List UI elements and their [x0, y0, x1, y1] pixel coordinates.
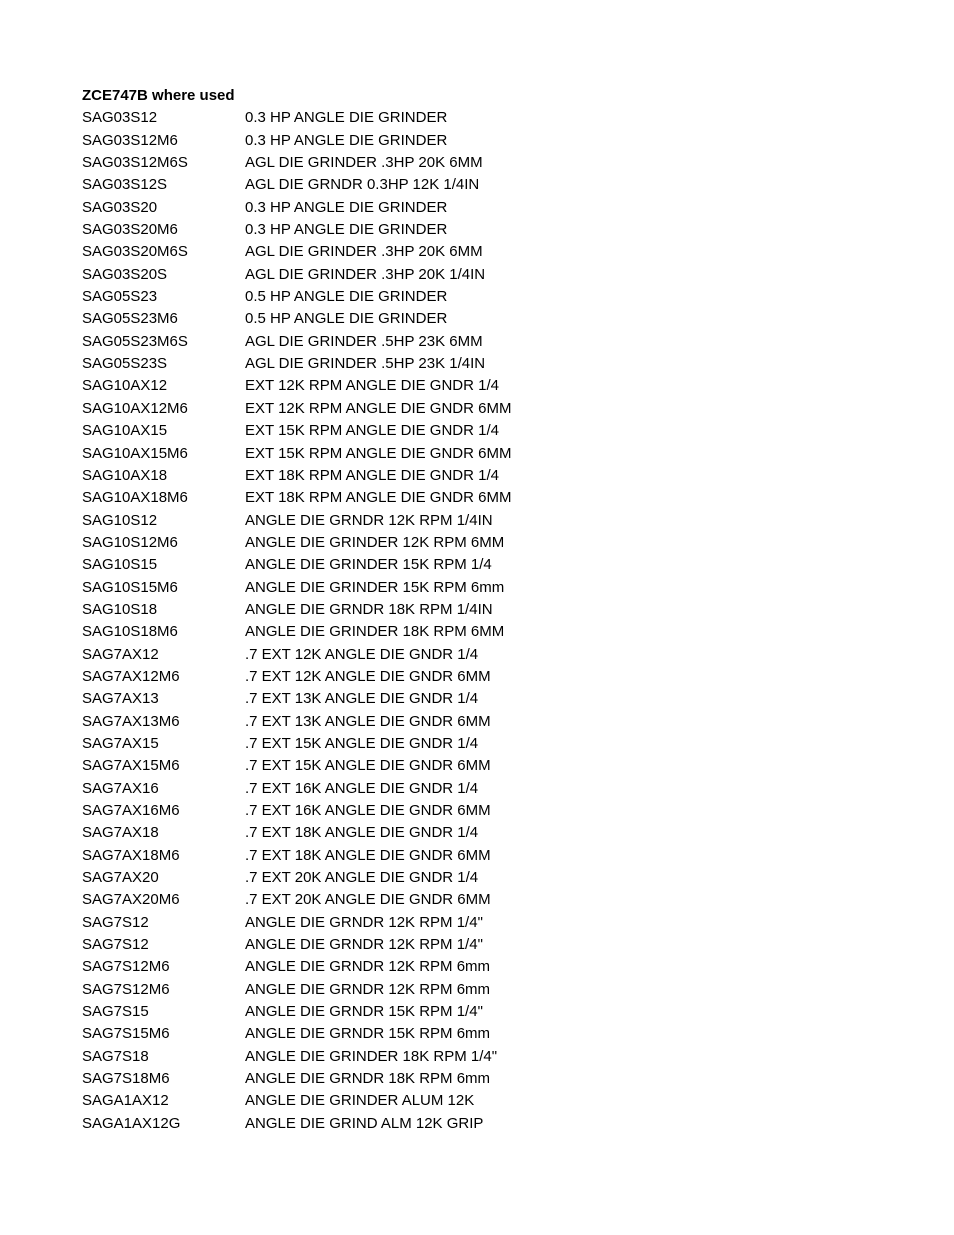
part-number-cell: SAG03S12 — [82, 109, 158, 127]
part-number-cell: SAG7S18M6 — [82, 1070, 170, 1088]
part-number-cell: SAG10AX18 — [82, 466, 168, 484]
description-cell: 0.5 HP ANGLE DIE GRINDER — [245, 288, 448, 306]
description-cell: ANGLE DIE GRNDR 12K RPM 6mm — [245, 958, 491, 976]
part-number-cell: SAGA1AX12 — [82, 1092, 169, 1110]
table-row — [82, 130, 842, 152]
description-cell: .7 EXT 18K ANGLE DIE GNDR 1/4 — [245, 824, 479, 842]
table-row — [82, 934, 842, 956]
part-number-cell: SAG7AX12M6 — [82, 667, 180, 685]
description-cell: EXT 18K RPM ANGLE DIE GNDR 6MM — [245, 489, 512, 507]
table-row — [82, 979, 842, 1001]
part-number-cell: SAG10AX15M6 — [82, 444, 188, 462]
part-number-cell: SAGA1AX12G — [82, 1114, 181, 1132]
sheet-heading: ZCE747B where used — [82, 87, 235, 104]
description-cell: AGL DIE GRINDER .5HP 23K 1/4IN — [245, 355, 486, 373]
part-number-cell: SAG10S15M6 — [82, 578, 178, 596]
description-cell: 0.3 HP ANGLE DIE GRINDER — [245, 131, 448, 149]
table-row — [82, 554, 842, 576]
part-number-cell: SAG7AX13 — [82, 690, 159, 708]
table-row — [82, 286, 842, 308]
part-number-cell: SAG10AX12 — [82, 377, 168, 395]
description-cell: ANGLE DIE GRNDR 15K RPM 6mm — [245, 1025, 491, 1043]
table-row — [82, 1023, 842, 1045]
description-cell: ANGLE DIE GRNDR 18K RPM 1/4IN — [245, 600, 493, 618]
part-number-cell: SAG7S15 — [82, 1003, 149, 1021]
table-row — [82, 688, 842, 710]
description-cell: ANGLE DIE GRNDR 18K RPM 6mm — [245, 1070, 491, 1088]
description-cell: EXT 18K RPM ANGLE DIE GNDR 1/4 — [245, 466, 499, 484]
part-number-cell: SAG7AX15M6 — [82, 757, 180, 775]
table-row — [82, 308, 842, 330]
part-number-cell: SAG05S23M6 — [82, 310, 178, 328]
table-row — [82, 420, 842, 442]
table-row — [82, 443, 842, 465]
description-cell: ANGLE DIE GRINDER 15K RPM 6mm — [245, 578, 505, 596]
part-number-cell: SAG7AX12 — [82, 645, 159, 663]
description-cell: .7 EXT 20K ANGLE DIE GNDR 6MM — [245, 891, 491, 909]
description-cell: .7 EXT 15K ANGLE DIE GNDR 6MM — [245, 757, 491, 775]
part-number-cell: SAG10AX12M6 — [82, 399, 188, 417]
where-used-sheet — [82, 85, 842, 1135]
description-cell: ANGLE DIE GRNDR 15K RPM 1/4" — [245, 1003, 483, 1021]
part-number-cell: SAG03S12S — [82, 176, 168, 194]
part-number-cell: SAG03S12M6 — [82, 131, 178, 149]
description-cell: 0.3 HP ANGLE DIE GRINDER — [245, 221, 448, 239]
part-number-cell: SAG7AX18 — [82, 824, 159, 842]
part-number-cell: SAG7S12M6 — [82, 980, 170, 998]
part-number-cell: SAG03S12M6S — [82, 154, 188, 172]
table-row — [82, 375, 842, 397]
description-cell: ANGLE DIE GRINDER 15K RPM 1/4 — [245, 556, 492, 574]
table-row — [82, 197, 842, 219]
table-row — [82, 599, 842, 621]
description-cell: .7 EXT 16K ANGLE DIE GNDR 6MM — [245, 802, 491, 819]
table-row — [82, 264, 842, 286]
description-cell: 0.3 HP ANGLE DIE GRINDER — [245, 109, 448, 127]
table-row — [82, 956, 842, 978]
table-row — [82, 644, 842, 666]
table-row — [82, 621, 842, 643]
part-number-cell: SAG7AX16M6 — [82, 802, 180, 819]
table-row — [82, 822, 842, 844]
description-cell: ANGLE DIE GRINDER 12K RPM 6MM — [245, 533, 505, 551]
table-row — [82, 1001, 842, 1023]
description-cell: ANGLE DIE GRNDR 12K RPM 6mm — [245, 980, 491, 998]
table-row — [82, 107, 842, 129]
table-row — [82, 711, 842, 733]
table-row — [82, 577, 842, 599]
part-number-cell: SAG7S18 — [82, 1047, 149, 1065]
part-number-cell: SAG10S18 — [82, 600, 158, 618]
description-cell: .7 EXT 13K ANGLE DIE GNDR 1/4 — [245, 690, 479, 708]
table-row — [82, 219, 842, 241]
table-row — [82, 778, 842, 800]
table-row — [82, 331, 842, 353]
table-row — [82, 1090, 842, 1112]
part-number-cell: SAG10S12 — [82, 511, 158, 529]
description-cell: ANGLE DIE GRNDR 12K RPM 1/4" — [245, 913, 483, 931]
description-cell: AGL DIE GRINDER .5HP 23K 6MM — [245, 332, 483, 350]
table-row — [82, 174, 842, 196]
part-number-cell: SAG05S23 — [82, 288, 158, 306]
table-row — [82, 152, 842, 174]
part-number-cell: SAG05S23M6S — [82, 332, 188, 350]
table-row — [82, 845, 842, 867]
table-row — [82, 532, 842, 554]
table-row — [82, 398, 842, 420]
description-cell: .7 EXT 12K ANGLE DIE GNDR 6MM — [245, 667, 491, 685]
part-number-cell: SAG10S12M6 — [82, 533, 178, 551]
part-number-cell: SAG7AX20M6 — [82, 891, 180, 909]
description-cell: .7 EXT 20K ANGLE DIE GNDR 1/4 — [245, 869, 479, 887]
part-number-cell: SAG7S12 — [82, 913, 149, 931]
part-number-cell: SAG10S18M6 — [82, 623, 178, 641]
description-cell: EXT 12K RPM ANGLE DIE GNDR 6MM — [245, 399, 512, 417]
description-cell: AGL DIE GRINDER .3HP 20K 1/4IN — [245, 265, 486, 283]
part-number-cell: SAG03S20M6S — [82, 243, 188, 261]
table-row — [82, 1046, 842, 1068]
part-number-cell: SAG05S23S — [82, 355, 168, 373]
description-cell: AGL DIE GRNDR 0.3HP 12K 1/4IN — [245, 176, 480, 194]
table-row — [82, 867, 842, 889]
table-row — [82, 755, 842, 777]
part-number-cell: SAG10S15 — [82, 556, 158, 574]
part-number-cell: SAG7AX16 — [82, 779, 159, 797]
table-row — [82, 800, 842, 822]
description-cell: ANGLE DIE GRNDR 12K RPM 1/4" — [245, 936, 483, 954]
description-cell: .7 EXT 12K ANGLE DIE GNDR 1/4 — [245, 645, 479, 663]
description-cell: AGL DIE GRINDER .3HP 20K 6MM — [245, 154, 483, 172]
description-cell: .7 EXT 15K ANGLE DIE GNDR 1/4 — [245, 734, 479, 752]
description-cell: ANGLE DIE GRIND ALM 12K GRIP — [245, 1114, 484, 1132]
description-cell: ANGLE DIE GRNDR 12K RPM 1/4IN — [245, 511, 493, 529]
table-row — [82, 487, 842, 509]
description-cell: EXT 12K RPM ANGLE DIE GNDR 1/4 — [245, 377, 499, 395]
part-number-cell: SAG03S20S — [82, 265, 168, 283]
part-number-cell: SAG10AX15 — [82, 422, 168, 440]
part-number-cell: SAG7AX13M6 — [82, 712, 180, 730]
table-row — [82, 353, 842, 375]
table-row — [82, 1068, 842, 1090]
table-row — [82, 666, 842, 688]
description-cell: AGL DIE GRINDER .3HP 20K 6MM — [245, 243, 483, 261]
table-row — [82, 1113, 842, 1135]
table-row — [82, 510, 842, 532]
part-number-cell: SAG10AX18M6 — [82, 489, 188, 507]
description-cell: ANGLE DIE GRINDER ALUM 12K — [245, 1092, 475, 1110]
description-cell: EXT 15K RPM ANGLE DIE GNDR 6MM — [245, 444, 512, 462]
description-cell: EXT 15K RPM ANGLE DIE GNDR 1/4 — [245, 422, 499, 440]
part-number-cell: SAG7S15M6 — [82, 1025, 170, 1043]
description-cell: ANGLE DIE GRINDER 18K RPM 6MM — [245, 623, 505, 641]
table-row — [82, 912, 842, 934]
description-cell: 0.5 HP ANGLE DIE GRINDER — [245, 310, 448, 328]
description-cell: .7 EXT 16K ANGLE DIE GNDR 1/4 — [245, 779, 479, 797]
table-row — [82, 241, 842, 263]
description-cell: 0.3 HP ANGLE DIE GRINDER — [245, 198, 448, 216]
part-number-cell: SAG7AX20 — [82, 869, 159, 887]
description-cell: .7 EXT 18K ANGLE DIE GNDR 6MM — [245, 846, 491, 864]
part-number-cell: SAG7S12M6 — [82, 958, 170, 976]
where-used-list — [82, 107, 842, 1135]
part-number-cell: SAG7S12 — [82, 936, 149, 954]
part-number-cell: SAG03S20 — [82, 198, 158, 216]
description-cell: ANGLE DIE GRINDER 18K RPM 1/4" — [245, 1047, 498, 1065]
part-number-cell: SAG03S20M6 — [82, 221, 178, 239]
part-number-cell: SAG7AX15 — [82, 734, 159, 752]
table-row — [82, 465, 842, 487]
description-cell: .7 EXT 13K ANGLE DIE GNDR 6MM — [245, 712, 491, 730]
part-number-cell: SAG7AX18M6 — [82, 846, 180, 864]
table-row — [82, 733, 842, 755]
table-row — [82, 889, 842, 911]
